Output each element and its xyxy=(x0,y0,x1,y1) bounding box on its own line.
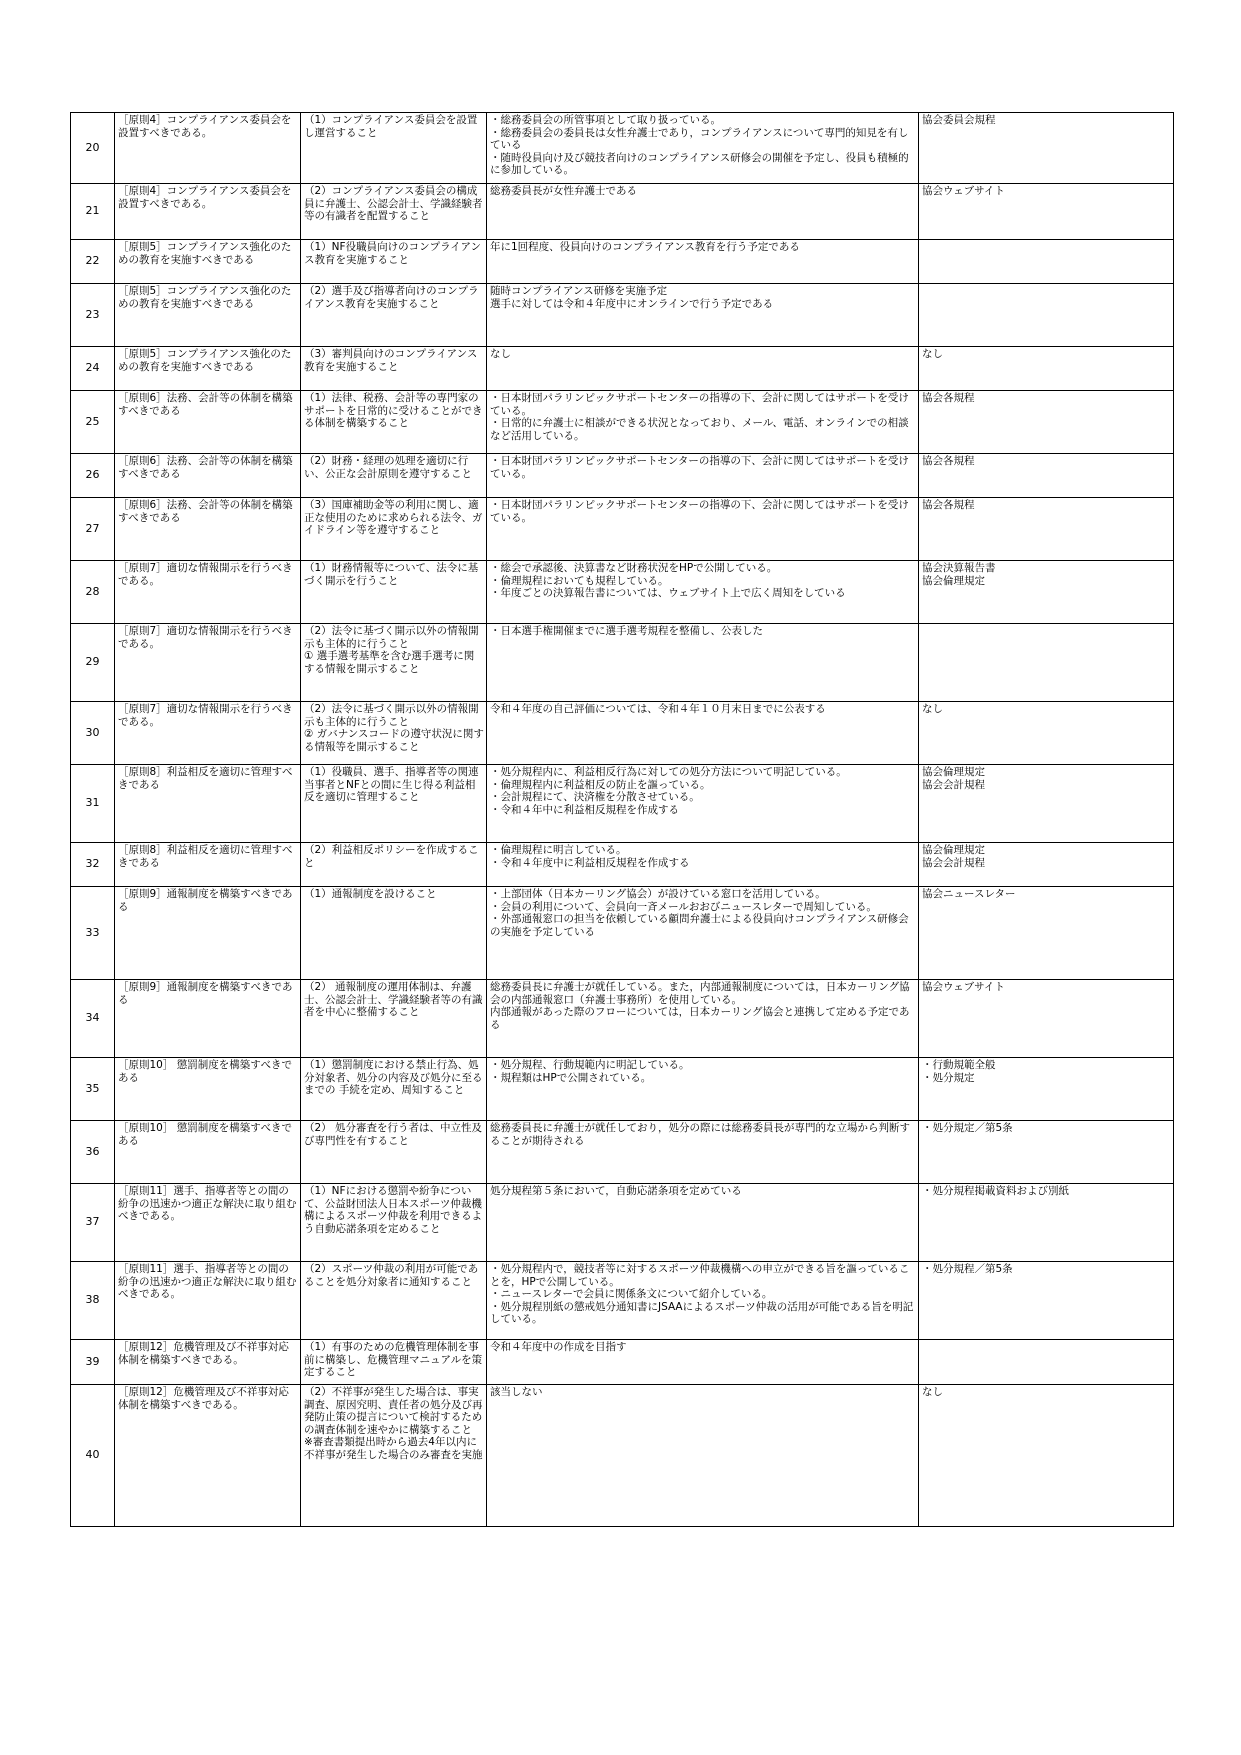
requirement-cell: （3）審判員向けのコンプライアンス教育を実施すること xyxy=(301,347,487,391)
table-row xyxy=(71,1121,1174,1184)
table-row xyxy=(71,624,1174,702)
table-row xyxy=(71,498,1174,561)
row-number: 30 xyxy=(71,702,115,765)
table-row xyxy=(71,1385,1174,1527)
table-row xyxy=(71,1184,1174,1262)
row-number: 28 xyxy=(71,561,115,624)
requirement-cell: （2） 通報制度の運用体制は、弁護士、公認会計士、学識経験者等の有識者を中心に整備すること xyxy=(301,980,487,1058)
requirement-cell: （3）国庫補助金等の利用に関し、適正な使用のために求められる法令、ガイドライン等を遵守すること xyxy=(301,498,487,561)
principle-cell: ［原則8］利益相反を適切に管理すべきである xyxy=(115,843,301,887)
principle-cell: ［原則11］選手、指導者等との間の紛争の迅速かつ適正な解決に取り組むべきである。 xyxy=(115,1184,301,1262)
row-number: 21 xyxy=(71,184,115,240)
evidence-cell: ・処分規程掲載資料および別紙 xyxy=(919,1184,1174,1262)
table-row xyxy=(71,284,1174,347)
row-number: 31 xyxy=(71,765,115,843)
evidence-cell xyxy=(919,1340,1174,1385)
principle-cell: ［原則10］ 懲罰制度を構築すべきである xyxy=(115,1058,301,1121)
status-cell: 随時コンプライアンス研修を実施予定 選手に対しては令和４年度中にオンラインで行う予定である xyxy=(487,284,919,347)
evidence-cell xyxy=(919,624,1174,702)
requirement-cell: （2）財務・経理の処理を適切に行い、公正な会計原則を遵守すること xyxy=(301,454,487,498)
principle-cell: ［原則5］コンプライアンス強化のための教育を実施すべきである xyxy=(115,347,301,391)
requirement-cell: （1）法律、税務、会計等の専門家のサポートを日常的に受けることができる体制を構築すること xyxy=(301,391,487,454)
status-cell: ・日本選手権開催までに選手選考規程を整備し、公表した xyxy=(487,624,919,702)
principle-cell: ［原則6］法務、会計等の体制を構築すべきである xyxy=(115,391,301,454)
self-evaluation-table xyxy=(70,112,1174,1527)
principle-cell: ［原則7］適切な情報開示を行うべきである。 xyxy=(115,702,301,765)
requirement-cell: （1）通報制度を設けること xyxy=(301,887,487,980)
table-row xyxy=(71,240,1174,284)
evidence-cell: 協会各規程 xyxy=(919,454,1174,498)
evidence-cell: 協会ウェブサイト xyxy=(919,184,1174,240)
evidence-cell: 協会決算報告書 協会倫理規定 xyxy=(919,561,1174,624)
status-cell: ・日本財団パラリンピックサポートセンターの指導の下、会計に関してはサポートを受けている。 xyxy=(487,498,919,561)
status-cell: ・総会で承認後、決算書など財務状況をHPで公開している。 ・倫理規程においても規程している。 ・年度ごとの決算報告書については、ウェブサイト上で広く周知をしている xyxy=(487,561,919,624)
table-row xyxy=(71,184,1174,240)
principle-cell: ［原則7］適切な情報開示を行うべきである。 xyxy=(115,624,301,702)
status-cell: 総務委員長に弁護士が就任しており，処分の際には総務委員長が専門的な立場から判断することが期待される xyxy=(487,1121,919,1184)
status-cell: ・処分規程内で，競技者等に対するスポーツ仲裁機構への申立ができる旨を謳っていることを，HPで公開している。 ・ニュースレターで会員に関係条文について紹介している。 ・処分規程別紙の懲戒処分通知書にJSAAによるスポーツ仲裁の活用が可能である旨を明記している。 xyxy=(487,1262,919,1340)
table-row xyxy=(71,347,1174,391)
table-row xyxy=(71,980,1174,1058)
requirement-cell: （1）役職員、選手、指導者等の関連当事者とNFとの間に生じ得る利益相反を適切に管理すること xyxy=(301,765,487,843)
requirement-cell: （2）スポーツ仲裁の利用が可能であることを処分対象者に通知すること xyxy=(301,1262,487,1340)
evidence-cell: ・処分規程／第5条 xyxy=(919,1262,1174,1340)
evidence-cell: なし xyxy=(919,702,1174,765)
evidence-cell: なし xyxy=(919,1385,1174,1527)
evidence-cell: ・行動規範全般 ・処分規定 xyxy=(919,1058,1174,1121)
requirement-cell: （2） 処分審査を行う者は、中立性及び専門性を有すること xyxy=(301,1121,487,1184)
row-number: 36 xyxy=(71,1121,115,1184)
evidence-cell: なし xyxy=(919,347,1174,391)
status-cell: 年に1回程度、役員向けのコンプライアンス教育を行う予定である xyxy=(487,240,919,284)
table-row xyxy=(71,1262,1174,1340)
status-cell: ・上部団体（日本カーリング協会）が設けている窓口を活用している。 ・会員の利用について、会員向一斉メールおおびニュースレターで周知している。 ・外部通報窓口の担当を依頼している顧問弁護士による役員向けコンプライアンス研修会の実施を予定している xyxy=(487,887,919,980)
evidence-cell: 協会各規程 xyxy=(919,498,1174,561)
status-cell: 令和４年度中の作成を目指す xyxy=(487,1340,919,1385)
principle-cell: ［原則11］選手、指導者等との間の紛争の迅速かつ適正な解決に取り組むべきである。 xyxy=(115,1262,301,1340)
principle-cell: ［原則12］危機管理及び不祥事対応体制を構築すべきである。 xyxy=(115,1340,301,1385)
principle-cell: ［原則9］通報制度を構築すべきである xyxy=(115,887,301,980)
status-cell: 該当しない xyxy=(487,1385,919,1527)
row-number: 22 xyxy=(71,240,115,284)
status-cell: 総務委員長が女性弁護士である xyxy=(487,184,919,240)
row-number: 24 xyxy=(71,347,115,391)
evidence-cell xyxy=(919,284,1174,347)
status-cell: ・処分規程、行動規範内に明記している。 ・規程類はHPで公開されている。 xyxy=(487,1058,919,1121)
principle-cell: ［原則7］適切な情報開示を行うべきである。 xyxy=(115,561,301,624)
row-number: 26 xyxy=(71,454,115,498)
status-cell: 処分規程第５条において，自動応諾条項を定めている xyxy=(487,1184,919,1262)
evidence-cell: 協会倫理規定 協会会計規程 xyxy=(919,843,1174,887)
status-cell: なし xyxy=(487,347,919,391)
principle-cell: ［原則8］利益相反を適切に管理すべきである xyxy=(115,765,301,843)
evidence-cell: 協会各規程 xyxy=(919,391,1174,454)
evidence-cell: 協会ニュースレター xyxy=(919,887,1174,980)
principle-cell: ［原則5］コンプライアンス強化のための教育を実施すべきである xyxy=(115,284,301,347)
requirement-cell: （2）選手及び指導者向けのコンプライアンス教育を実施すること xyxy=(301,284,487,347)
principle-cell: ［原則12］危機管理及び不祥事対応体制を構築すべきである。 xyxy=(115,1385,301,1527)
row-number: 25 xyxy=(71,391,115,454)
requirement-cell: （1）NFにおける懲罰や紛争について、公益財団法人日本スポーツ仲裁機構によるスポーツ仲裁を利用できるよう自動応諾条項を定めること xyxy=(301,1184,487,1262)
status-cell: 令和４年度の自己評価については、令和４年１０月末日までに公表する xyxy=(487,702,919,765)
principle-cell: ［原則6］法務、会計等の体制を構築すべきである xyxy=(115,498,301,561)
table-row xyxy=(71,702,1174,765)
row-number: 27 xyxy=(71,498,115,561)
requirement-cell: （2）不祥事が発生した場合は、事実調査、原因究明、責任者の処分及び再発防止策の提言について検討するための調査体制を速やかに構築すること ※審査書類提出時から過去4年以内に不祥事が発生した場合のみ審査を実施 xyxy=(301,1385,487,1527)
evidence-cell: 協会委員会規程 xyxy=(919,113,1174,184)
evidence-cell: ・処分規定／第5条 xyxy=(919,1121,1174,1184)
table-row xyxy=(71,113,1174,184)
requirement-cell: （1）有事のための危機管理体制を事前に構築し、危機管理マニュアルを策定すること xyxy=(301,1340,487,1385)
requirement-cell: （2）コンプライアンス委員会の構成員に弁護士、公認会計士、学識経験者等の有識者を配置すること xyxy=(301,184,487,240)
table-row xyxy=(71,1058,1174,1121)
status-cell: 総務委員長に弁護士が就任している。また，内部通報制度については，日本カーリング協会の内部通報窓口（弁護士事務所）を使用している。 内部通報があった際のフローについては，日本カーリング協会と連携して定める予定である xyxy=(487,980,919,1058)
status-cell: ・処分規程内に、利益相反行為に対しての処分方法について明記している。 ・倫理規程内に利益相反の防止を謳っている。 ・会計規程にて、決済権を分散させている。 ・令和４年中に利益相反規程を作成する xyxy=(487,765,919,843)
row-number: 39 xyxy=(71,1340,115,1385)
requirement-cell: （2）法令に基づく開示以外の情報開示も主体的に行うこと ② ガバナンスコードの遵守状況に関する情報等を開示すること xyxy=(301,702,487,765)
status-cell: ・日本財団パラリンピックサポートセンターの指導の下、会計に関してはサポートを受けている。 ・日常的に弁護士に相談ができる状況となっており、メール、電話、オンラインでの相談など活用している。 xyxy=(487,391,919,454)
table-row xyxy=(71,765,1174,843)
principle-cell: ［原則9］通報制度を構築すべきである xyxy=(115,980,301,1058)
principle-cell: ［原則6］法務、会計等の体制を構築すべきである xyxy=(115,454,301,498)
status-cell: ・倫理規程に明言している。 ・令和４年度中に利益相反規程を作成する xyxy=(487,843,919,887)
status-cell: ・日本財団パラリンピックサポートセンターの指導の下、会計に関してはサポートを受けている。 xyxy=(487,454,919,498)
row-number: 20 xyxy=(71,113,115,184)
row-number: 34 xyxy=(71,980,115,1058)
table-row xyxy=(71,391,1174,454)
evidence-cell: 協会倫理規定 協会会計規程 xyxy=(919,765,1174,843)
requirement-cell: （1）財務情報等について、法令に基づく開示を行うこと xyxy=(301,561,487,624)
row-number: 40 xyxy=(71,1385,115,1527)
table-body xyxy=(71,113,1174,1527)
status-cell: ・総務委員会の所管事項として取り扱っている。 ・総務委員会の委員長は女性弁護士であり，コンプライアンスについて専門的知見を有している ・随時役員向け及び競技者向けのコンプライアンス研修会の開催を予定し、役員も積極的に参加している。 xyxy=(487,113,919,184)
table-row xyxy=(71,843,1174,887)
principle-cell: ［原則4］コンプライアンス委員会を設置すべきである。 xyxy=(115,113,301,184)
evidence-cell: 協会ウェブサイト xyxy=(919,980,1174,1058)
requirement-cell: （2）利益相反ポリシーを作成すること xyxy=(301,843,487,887)
row-number: 23 xyxy=(71,284,115,347)
principle-cell: ［原則5］コンプライアンス強化のための教育を実施すべきである xyxy=(115,240,301,284)
row-number: 38 xyxy=(71,1262,115,1340)
table-row xyxy=(71,561,1174,624)
row-number: 37 xyxy=(71,1184,115,1262)
row-number: 35 xyxy=(71,1058,115,1121)
row-number: 33 xyxy=(71,887,115,980)
requirement-cell: （2）法令に基づく開示以外の情報開示も主体的に行うこと ① 選手選考基準を含む選手選考に関する情報を開示すること xyxy=(301,624,487,702)
row-number: 32 xyxy=(71,843,115,887)
principle-cell: ［原則10］ 懲罰制度を構築すべきである xyxy=(115,1121,301,1184)
requirement-cell: （1）懲罰制度における禁止行為、処分対象者、処分の内容及び処分に至るまでの 手続を定め、周知すること xyxy=(301,1058,487,1121)
table-row xyxy=(71,1340,1174,1385)
row-number: 29 xyxy=(71,624,115,702)
requirement-cell: （1）コンプライアンス委員会を設置し運営すること xyxy=(301,113,487,184)
table-row xyxy=(71,454,1174,498)
evidence-cell xyxy=(919,240,1174,284)
principle-cell: ［原則4］コンプライアンス委員会を設置すべきである。 xyxy=(115,184,301,240)
table-row xyxy=(71,887,1174,980)
requirement-cell: （1）NF役職員向けのコンプライアンス教育を実施すること xyxy=(301,240,487,284)
